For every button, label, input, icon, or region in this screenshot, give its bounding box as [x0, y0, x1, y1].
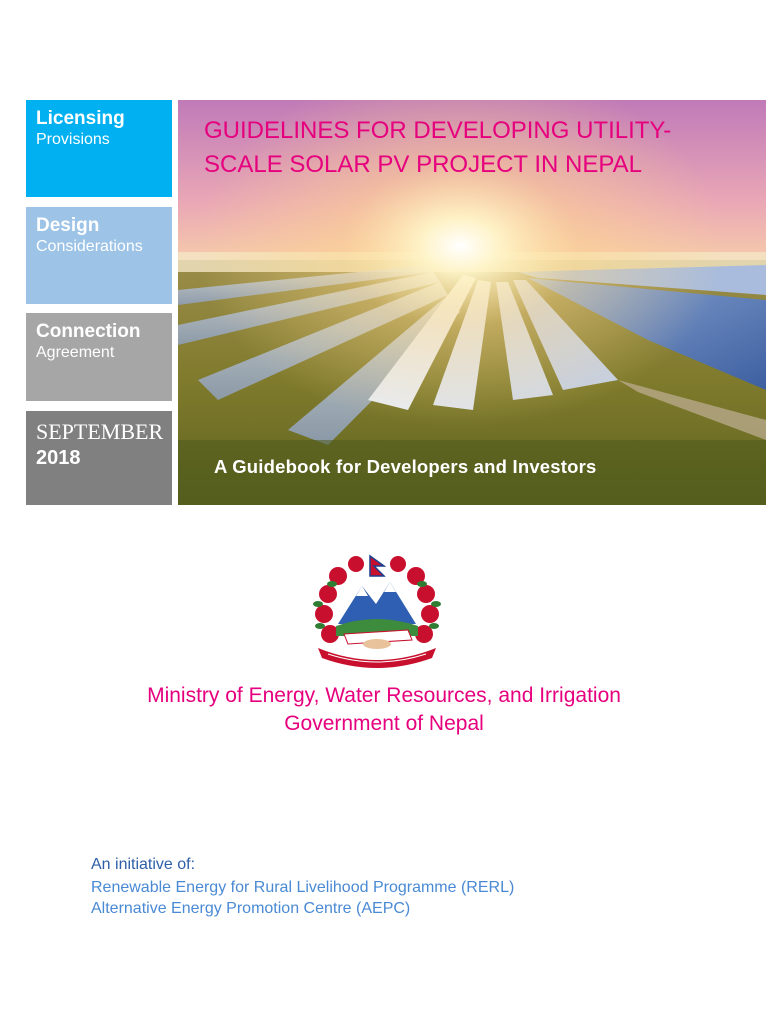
tile-subtitle: Considerations: [36, 238, 143, 255]
sidebar-tile-date: [26, 411, 172, 505]
sidebar-tile-licensing: [26, 100, 172, 197]
tile-title: Connection: [36, 321, 141, 342]
government-name: Government of Nepal: [284, 712, 484, 735]
tile-title: Licensing: [36, 108, 125, 129]
ministry-name: Ministry of Energy, Water Resources, and Irrigation: [147, 684, 621, 707]
document-title: GUIDELINES FOR DEVELOPING UTILITY-SCALE SOLAR PV PROJECT IN NEPAL: [204, 117, 672, 178]
sidebar-tile-design: [26, 207, 172, 304]
nepal-coat-of-arms-icon: [304, 552, 450, 674]
initiative-organization-rerl: Renewable Energy for Rural Livelihood Programme (RERL): [91, 879, 515, 896]
date-year: 2018: [36, 447, 81, 469]
document-subtitle: A Guidebook for Developers and Investors: [214, 456, 597, 477]
tile-subtitle: Agreement: [36, 344, 115, 361]
hero-banner: [178, 100, 766, 505]
initiative-organization-aepc: Alternative Energy Promotion Centre (AEPC): [91, 900, 411, 917]
tile-subtitle: Provisions: [36, 131, 110, 148]
sidebar-tile-connection: [26, 313, 172, 401]
initiative-heading: An initiative of:: [91, 856, 196, 873]
date-month: SEPTEMBER: [36, 419, 164, 444]
tile-title: Design: [36, 215, 100, 236]
